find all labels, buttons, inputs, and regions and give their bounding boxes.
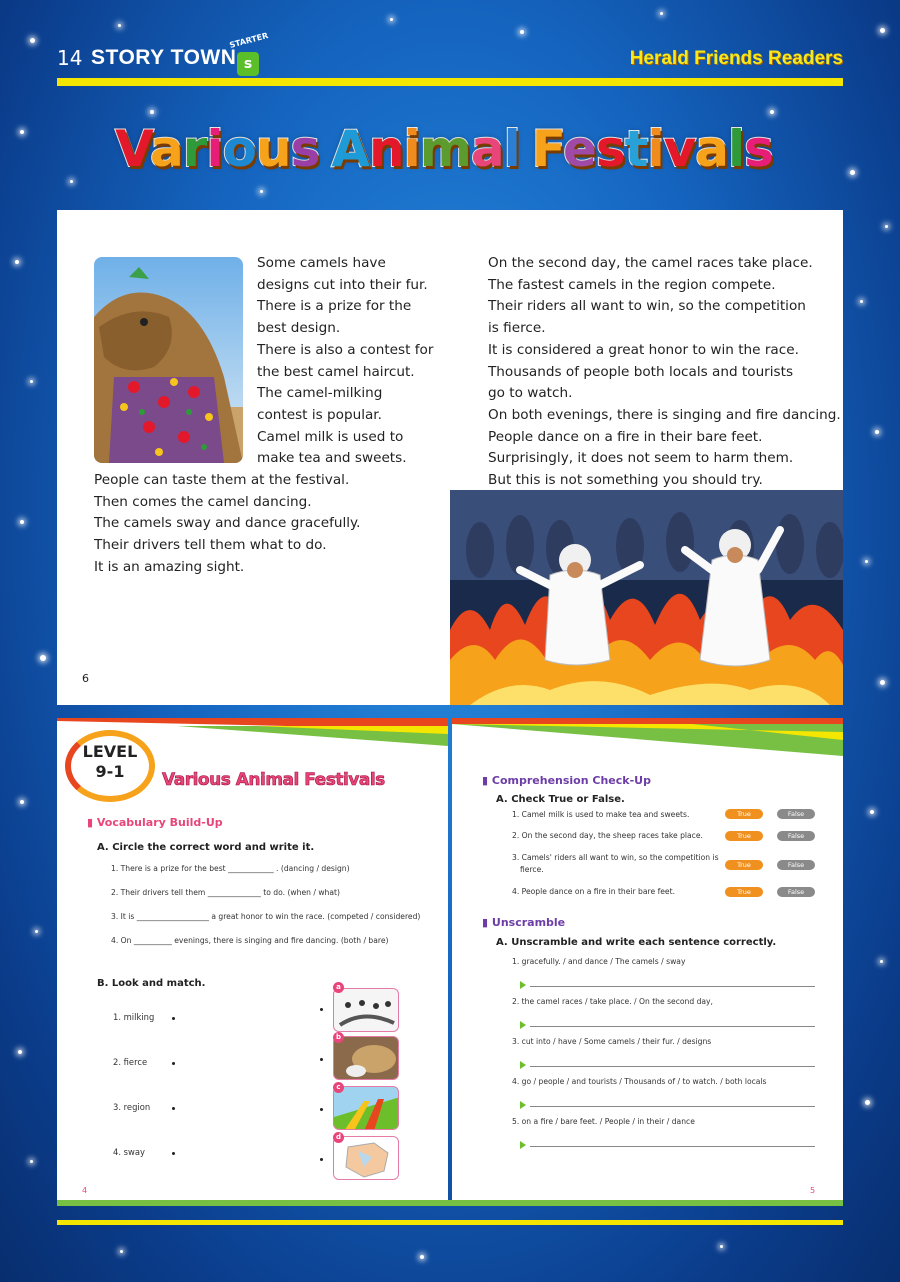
left-page-number: 4 [82,1186,88,1195]
story-line: People can taste them at the festival. [94,472,350,488]
unscramble-item-4: 4. go / people / and tourists / Thousands of / to watch. / both locals [512,1077,767,1086]
vocab-heading: ▮ Vocabulary Build-Up [87,816,223,829]
unscramble-heading: ▮ Unscramble [482,916,566,929]
match-word-1: 1. milking [113,1012,155,1022]
workbook-spread [57,718,843,1206]
story-page [57,210,843,705]
true-option-4[interactable]: True [725,887,763,897]
workbook-left-page [57,718,448,1206]
main-title-word: Animal [331,120,520,178]
book-icon: ▮ [482,916,492,929]
story-line: It is an amazing sight. [94,558,245,575]
true-option-3[interactable]: True [725,860,763,870]
match-image-d [333,1136,399,1180]
arrow-icon [520,1101,526,1109]
level-number: 9-1 [95,762,125,781]
match-label-a: a [333,982,344,993]
match-word-2: 2. fierce [113,1057,148,1067]
true-option-1[interactable]: True [725,809,763,819]
match-dot-left[interactable] [172,1107,175,1110]
false-option-2[interactable]: False [777,831,815,841]
story-line: Surprisingly, it does not seem to harm them. [488,450,794,467]
match-word-4: 4. sway [113,1147,145,1157]
main-title-word: Festivals [531,120,773,178]
story-line: Thousands of people both locals and tourists [488,363,794,380]
page-header [57,31,843,88]
story-line: Some camels have [257,255,386,271]
story-line: go to watch. [488,385,573,402]
story-line: best design. [257,320,341,337]
story-line: Their drivers tell them what to do. [94,537,327,554]
arrow-icon [520,1141,526,1149]
answer-line-5[interactable] [530,1146,815,1147]
match-dot-right[interactable] [320,1158,323,1161]
unscramble-item-1: 1. gracefully. / and dance / The camels / sway [512,957,686,966]
workbook-title: Various Animal Festivals [162,770,385,790]
match-image-c [333,1086,399,1130]
match-dot-right[interactable] [320,1108,323,1111]
unscramble-item-2: 2. the camel races / take place. / On the second day, [512,997,713,1006]
unscramble-part-a: A. Unscramble and write each sentence correctly. [496,937,777,948]
page-number: 14 [57,46,83,70]
vocab-item-1: 1. There is a prize for the best ____________ . (dancing / design) [111,864,350,873]
part-a-heading: A. Circle the correct word and write it. [97,842,315,853]
match-dot-right[interactable] [320,1008,323,1011]
match-label-b: b [333,1032,344,1043]
level-badge [65,730,155,802]
story-line: Camel milk is used to [257,428,404,445]
story-line: make tea and sweets. [257,450,407,467]
vocab-item-4: 4. On __________ evenings, there is singing and fire dancing. (both / bare) [111,936,389,945]
match-dot-left[interactable] [172,1152,175,1155]
tf-item-2: 2. On the second day, the sheep races take place. [512,831,703,840]
match-label-c: c [333,1082,344,1093]
story-line: There is a prize for the [257,298,412,315]
match-dot-right[interactable] [320,1058,323,1061]
tf-item-3-cont: fierce. [520,865,544,874]
answer-line-4[interactable] [530,1106,815,1107]
unscramble-item-5: 5. on a fire / bare feet. / People / in their / dance [512,1117,695,1126]
workbook-right-page [452,718,843,1206]
vocab-item-3: 3. It is ___________________ a great honor to win the race. (competed / considered) [111,912,421,921]
comp-part-a: A. Check True or False. [496,794,625,805]
workbook-bottom-bar [57,1200,843,1206]
true-option-2[interactable]: True [725,831,763,841]
match-dot-left[interactable] [172,1017,175,1020]
story-line: The camels sway and dance gracefully. [94,515,361,532]
story-line: The camel-milking [257,385,383,402]
false-option-4[interactable]: False [777,887,815,897]
story-line: It is considered a great honor to win the race. [488,341,799,358]
main-title [0,120,900,178]
tf-item-3: 3. Camels' riders all want to win, so the competition is [512,853,719,862]
starter-badge: s [237,52,259,76]
book-icon: ▮ [482,774,492,787]
match-dot-left[interactable] [172,1062,175,1065]
story-line: contest is popular. [257,406,382,423]
book-icon: ▮ [87,816,97,829]
story-line: Their riders all want to win, so the competition [488,298,806,315]
answer-line-1[interactable] [530,986,815,987]
story-line: the best camel haircut. [257,363,415,380]
camel-photo [94,257,243,463]
story-line: Then comes the camel dancing. [94,493,312,510]
starter-caption: STARTER [228,31,270,50]
story-page-number: 6 [82,672,89,685]
story-line: On the second day, the camel races take place. [488,255,813,271]
answer-line-2[interactable] [530,1026,815,1027]
story-line: The fastest camels in the region compete. [488,276,776,293]
match-image-a [333,988,399,1032]
match-label-d: d [333,1132,344,1143]
tf-item-1: 1. Camel milk is used to make tea and sweets. [512,810,690,819]
vocab-item-2: 2. Their drivers tell them ______________ to do. (when / what) [111,888,340,897]
main-title-word: Various [115,120,320,178]
unscramble-item-3: 3. cut into / have / Some camels / their fur. / designs [512,1037,712,1046]
part-b-heading: B. Look and match. [97,978,206,989]
false-option-1[interactable]: False [777,809,815,819]
match-image-b [333,1036,399,1080]
false-option-3[interactable]: False [777,860,815,870]
tf-item-4: 4. People dance on a fire in their bare feet. [512,887,675,896]
footer-divider [57,1220,843,1225]
story-line: designs cut into their fur. [257,276,428,293]
level-word: LEVEL [82,742,138,761]
right-page-number: 5 [810,1186,816,1195]
answer-line-3[interactable] [530,1066,815,1067]
story-line: is fierce. [488,320,546,337]
story-line: There is also a contest for [257,341,434,358]
story-line: But this is not something you should try. [488,472,763,488]
match-word-3: 3. region [113,1102,151,1112]
arrow-icon [520,1021,526,1029]
section-title: STORY TOWN [91,46,237,69]
fire-dancing-illustration [450,490,843,705]
story-line: On both evenings, there is singing and fire dancing. [488,406,841,423]
series-name: Herald Friends Readers [629,48,843,69]
arrow-icon [520,1061,526,1069]
story-line: People dance on a fire in their bare feet. [488,428,763,445]
header-divider [57,78,843,86]
comprehension-heading: ▮ Comprehension Check-Up [482,774,651,787]
arrow-icon [520,981,526,989]
